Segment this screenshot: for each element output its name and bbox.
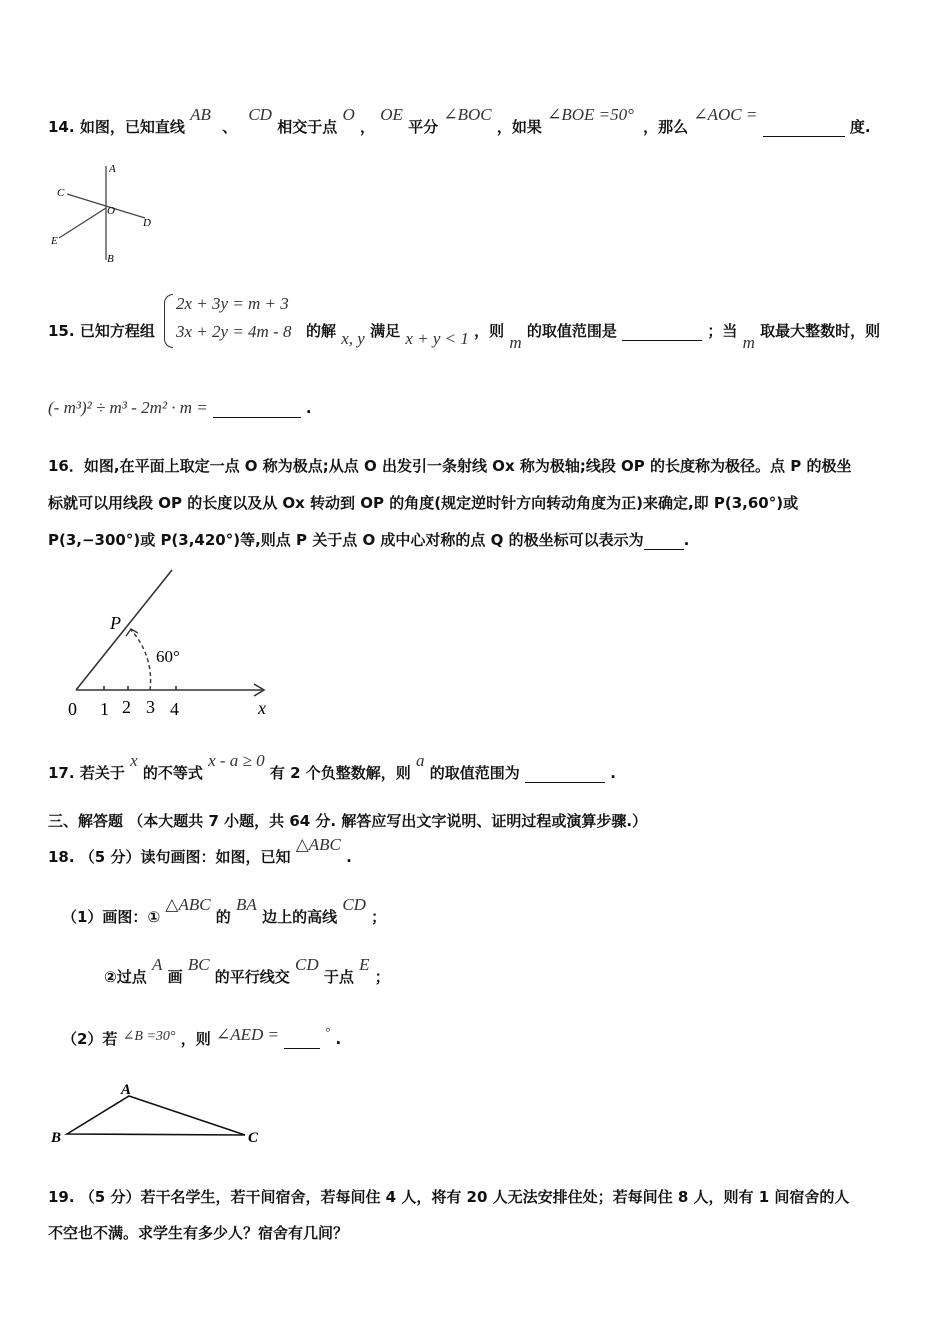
answer-blank-17[interactable]: [525, 764, 605, 783]
label-c: C: [248, 1130, 259, 1146]
angle-arc: [131, 630, 151, 690]
q18-part1-b: ②过点 A 画 BC 的平行线交 CD 于点 E ；: [104, 955, 390, 986]
ray-op: [76, 570, 172, 690]
q14-figure: [45, 158, 165, 270]
math-bc: BC: [187, 955, 210, 974]
math-inequality: x - a ≥ 0: [208, 751, 265, 770]
q15-line-rest: 的解 x, y 满足 x + y < 1 ，则 m 的取值范围是 ；当 m 取最大整数时，则: [306, 322, 881, 352]
q15-number: 15.: [48, 322, 75, 340]
answer-blank-14[interactable]: [763, 118, 845, 137]
q15-expression-line: (- m³)² ÷ m³ - 2m² · m = .: [48, 398, 312, 417]
q16-line-3: P(3,−300°)或 P(3,420°)等,则点 P 关于点 O 成中心对称的点 Q 的极坐标可以表示为 .: [48, 531, 690, 549]
tick-2: 2: [122, 697, 131, 717]
math-condition: x + y < 1: [405, 329, 469, 348]
label-p: P: [110, 613, 121, 633]
math-a: A: [151, 955, 163, 974]
q18-head: 18. （5 分）读句画图：如图，已知 △ABC .: [48, 835, 352, 866]
answer-blank-15b[interactable]: [213, 398, 301, 418]
label-b: B: [107, 253, 114, 265]
math-cd: CD: [342, 895, 366, 914]
label-c: C: [57, 187, 65, 199]
answer-blank-18[interactable]: [284, 1030, 320, 1049]
tick-4: 4: [170, 699, 179, 719]
ray-oe: [59, 208, 106, 238]
q14-number: 14.: [48, 118, 75, 136]
axis-x-label: x: [258, 698, 266, 718]
tick-0: 0: [68, 699, 77, 719]
math-boe: ∠BOE =50°: [547, 105, 634, 124]
math-o: O: [342, 105, 355, 124]
q19-line-1: 19. （5 分）若干名学生，若干间宿舍，若每间住 4 人，将有 20 人无法安排住处；若每间住 8 人，则有 1 间宿舍的人: [48, 1188, 850, 1206]
q16-line-2: 标就可以用线段 OP 的长度以及从 Ox 转动到 OP 的角度(规定逆时针方向转动角度为正)来确定,即 P(3,60°)或: [48, 494, 799, 512]
q18-figure: [45, 1078, 275, 1150]
q16-line-1: 16．如图,在平面上取定一点 O 称为极点;从点 O 出发引一条射线 Ox 称为极轴;线段 OP 的长度称为极径。点 P 的极坐: [48, 457, 852, 475]
math-triangle-abc: △ABC: [295, 835, 341, 854]
label-a: A: [109, 163, 116, 175]
math-m: m: [509, 333, 522, 352]
section-3-heading: 三、解答题 （本大题共 7 小题，共 64 分. 解答应写出文字说明、证明过程或演算步骤.）: [48, 812, 648, 830]
q15-line: 15. 已知方程组: [48, 322, 155, 340]
math-cd: CD: [295, 955, 319, 974]
q14-line: 14. 如图，已知直线 AB 、 CD 相交于点 O ， OE 平分 ∠BOC ，如果 ∠BOE =50° ，那么 ∠AOC = 度.: [48, 105, 871, 136]
math-ba: BA: [236, 895, 257, 914]
math-ab: AB: [190, 105, 211, 124]
math-angle-b: ∠B =30°: [122, 1029, 176, 1044]
q17-line: 17. 若关于 x 的不等式 x - a ≥ 0 有 2 个负整数解，则 a 的取值范围为 .: [48, 751, 616, 782]
label-b: B: [51, 1130, 62, 1146]
label-d: D: [143, 217, 151, 229]
math-aoc: ∠AOC =: [693, 105, 758, 124]
angle-label: 60°: [156, 647, 180, 666]
equation-1: 2x + 3y = m + 3: [176, 294, 289, 313]
answer-blank-16[interactable]: [644, 531, 684, 550]
math-cd: CD: [248, 105, 272, 124]
math-e: E: [359, 955, 370, 974]
label-o: O: [107, 205, 115, 217]
tick-3: 3: [146, 697, 155, 717]
equation-2: 3x + 2y = 4m - 8: [176, 322, 292, 341]
math-expression: (- m³)² ÷ m³ - 2m² · m =: [48, 398, 208, 417]
q16-figure: [60, 562, 290, 722]
math-x: x: [130, 751, 138, 770]
q19-line-2: 不空也不满。求学生有多少人？宿舍有几间？: [48, 1224, 349, 1242]
math-triangle-abc: △ABC: [165, 895, 211, 914]
math-boc: ∠BOC: [443, 105, 492, 124]
math-oe: OE: [380, 105, 403, 124]
q18-part1: （1）画图：① △ABC 的 BA 边上的高线 CD ；: [62, 895, 387, 926]
math-xy: x, y: [341, 329, 365, 348]
answer-blank-15a[interactable]: [622, 322, 702, 341]
triangle-abc: [67, 1096, 245, 1135]
label-e: E: [51, 235, 58, 247]
math-angle-aed: ∠AED =: [215, 1025, 279, 1044]
q17-number: 17.: [48, 764, 75, 782]
tick-1: 1: [100, 699, 109, 719]
math-a: a: [416, 751, 425, 770]
label-a: A: [121, 1082, 132, 1098]
math-m: m: [742, 333, 755, 352]
q18-part2: （2）若 ∠B =30° ，则 ∠AED = ° .: [62, 1025, 342, 1048]
